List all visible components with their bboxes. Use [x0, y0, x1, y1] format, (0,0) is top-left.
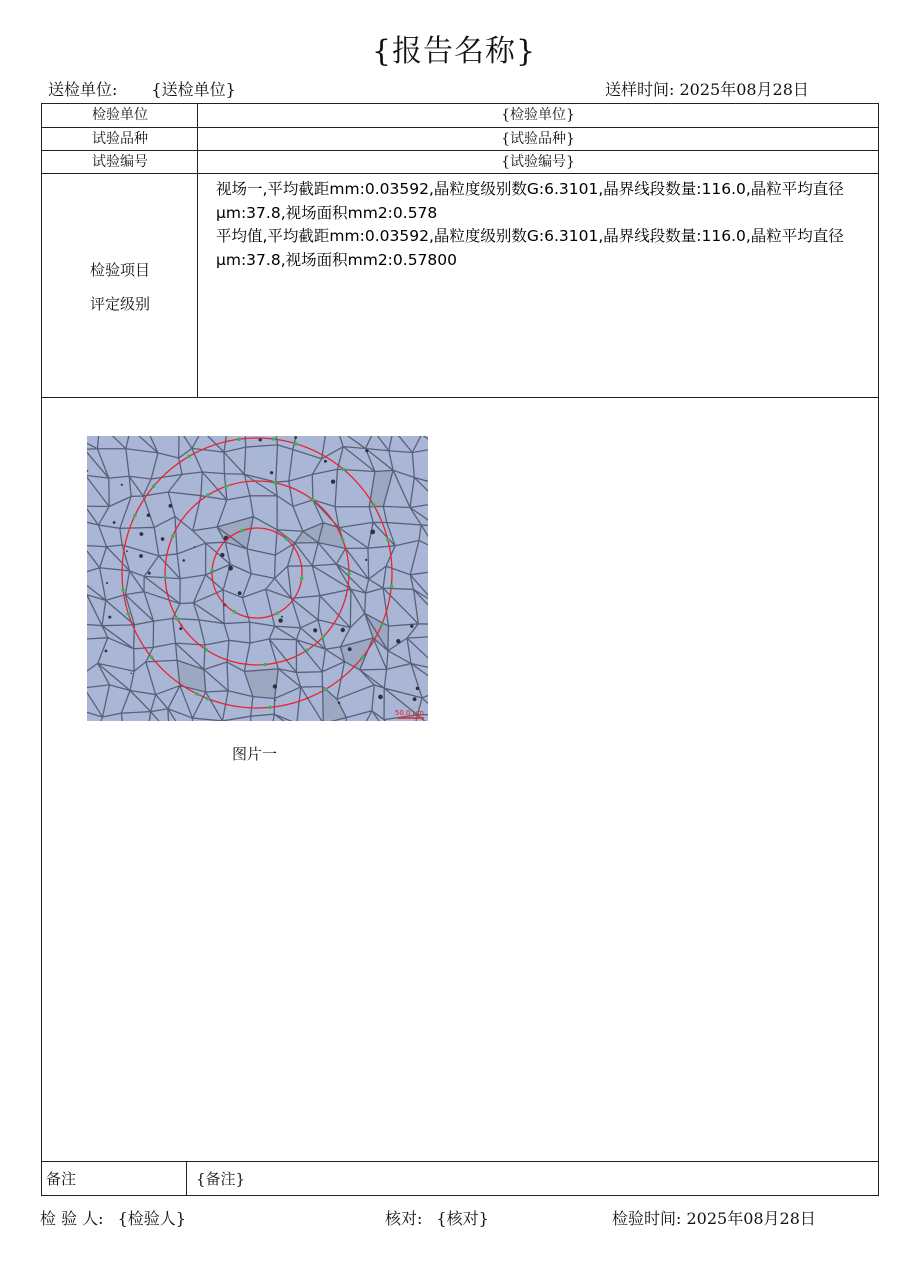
intercept-point	[306, 648, 310, 652]
inspect-time: 检验时间: 2025年08月28日	[612, 1209, 816, 1228]
intercept-point	[386, 538, 390, 542]
inclusion-dot	[105, 650, 108, 653]
inclusion-dot	[416, 687, 419, 690]
inclusion-dot	[87, 470, 88, 472]
sample-time: 送样时间: 2025年08月28日	[605, 80, 809, 99]
intercept-point	[263, 663, 267, 667]
intercept-point	[171, 534, 175, 538]
intercept-point	[163, 575, 167, 579]
inclusion-dot	[270, 471, 273, 474]
inspect-unit-value[interactable]: {检验单位}	[501, 107, 575, 123]
inclusion-dot	[182, 559, 185, 562]
evaluation-labels	[42, 253, 198, 321]
intercept-point	[341, 538, 345, 542]
report-title: {报告名称}	[371, 34, 537, 69]
intercept-point	[206, 493, 210, 497]
measurement-circle-3	[122, 438, 392, 708]
intercept-point	[380, 623, 384, 627]
inclusion-dot	[278, 618, 282, 622]
inclusion-dot	[294, 436, 297, 439]
intercept-point	[152, 484, 156, 488]
intercept-point	[233, 610, 237, 614]
inclusion-dot	[131, 673, 133, 675]
row-divider	[41, 397, 879, 398]
micrograph-image	[87, 436, 428, 721]
twin-grain	[323, 686, 347, 721]
inclusion-dot	[108, 616, 111, 619]
inclusion-dot	[220, 553, 224, 557]
intercept-point	[285, 537, 289, 541]
inclusion-dot	[324, 460, 327, 463]
inclusion-dot	[228, 566, 233, 571]
inclusion-dot	[365, 449, 368, 452]
checker-value[interactable]: {核对}	[436, 1209, 489, 1228]
intercept-point	[300, 577, 304, 581]
intercept-point	[133, 514, 137, 518]
figure-caption: 图片一	[232, 745, 278, 763]
intercept-point	[175, 617, 179, 621]
inclusion-dot	[194, 546, 196, 548]
result-line-field1: 视场一,平均截距mm:0.03592,晶粒度级别数G:6.3101,晶界线段数量:116.0,晶粒平均直径μm:37.8,视场面积mm2:0.578	[216, 180, 844, 222]
inclusion-dot	[410, 624, 413, 627]
intercept-point	[275, 611, 279, 615]
intercept-point	[224, 485, 228, 489]
intercept-point	[210, 568, 214, 572]
intercept-point	[272, 437, 276, 441]
intercept-point	[324, 688, 328, 692]
inclusion-dot	[273, 684, 277, 688]
inspector-value[interactable]: {检验人}	[117, 1209, 186, 1228]
scale-bar-label: 50.0 μm	[394, 709, 424, 717]
intercept-point	[150, 655, 154, 659]
inclusion-dot	[161, 537, 165, 541]
inspector-label: 检 验 人:	[40, 1209, 104, 1228]
evaluation-result	[216, 178, 866, 272]
inclusion-dot	[348, 647, 352, 651]
inclusion-dot	[169, 504, 173, 508]
intercept-point	[187, 455, 191, 459]
inspection-item-label: 检验项目	[89, 261, 150, 279]
intercept-point	[342, 468, 346, 472]
inclusion-dot	[281, 616, 283, 618]
intercept-point	[121, 588, 125, 592]
intercept-point	[195, 692, 199, 696]
remark-divider	[41, 1161, 879, 1162]
test-number-value[interactable]: {试验编号}	[501, 154, 575, 170]
twin-grain	[244, 669, 278, 699]
sender-value[interactable]: {送检单位}	[151, 80, 236, 99]
intercept-point	[294, 442, 298, 446]
inclusion-dot	[378, 695, 383, 700]
inclusion-dot	[341, 628, 345, 632]
remark-column-divider	[186, 1161, 187, 1196]
checker-label: 核对:	[385, 1209, 423, 1228]
intercept-point	[372, 503, 376, 507]
intercept-point	[390, 584, 394, 588]
checker-row	[385, 1206, 489, 1229]
remark-label: 备注	[46, 1170, 77, 1188]
remark-value[interactable]: {备注}	[196, 1170, 246, 1188]
intercept-point	[347, 572, 351, 576]
inclusion-dot	[113, 521, 116, 524]
inclusion-dot	[140, 532, 144, 536]
inclusion-dot	[121, 484, 123, 486]
inclusion-dot	[139, 554, 143, 558]
intercept-point	[322, 635, 326, 639]
test-number-label: 试验编号	[92, 154, 148, 170]
inclusion-dot	[370, 530, 375, 535]
sender-label: 送检单位:	[48, 80, 118, 99]
intercept-point	[361, 655, 365, 659]
inspector-row	[40, 1206, 186, 1229]
inclusion-dot	[274, 700, 276, 702]
intercept-point	[268, 706, 272, 710]
inclusion-dot	[106, 582, 108, 584]
intercept-point	[240, 529, 244, 533]
inclusion-dot	[179, 627, 182, 630]
grade-label: 评定级别	[89, 295, 150, 313]
row-divider	[41, 173, 879, 174]
inclusion-dot	[338, 702, 340, 704]
inclusion-dot	[413, 697, 417, 701]
inclusion-dot	[313, 628, 317, 632]
inclusion-dot	[331, 480, 335, 484]
test-variety-label: 试验品种	[92, 131, 148, 147]
sender-row	[48, 77, 236, 100]
result-line-average: 平均值,平均截距mm:0.03592,晶粒度级别数G:6.3101,晶界线段数量:116.0,晶粒平均直径μm:37.8,视场面积mm2:0.57800	[216, 227, 844, 269]
intercept-point	[237, 437, 241, 441]
inclusion-dot	[396, 639, 400, 643]
inclusion-dot	[126, 550, 128, 552]
inclusion-dot	[148, 572, 151, 575]
inclusion-dot	[238, 591, 242, 595]
intercept-point	[206, 697, 210, 701]
intercept-point	[205, 648, 209, 652]
intercept-point	[127, 612, 131, 616]
intercept-point	[311, 498, 315, 502]
inclusion-dot	[147, 514, 150, 517]
inspect-unit-label: 检验单位	[92, 107, 148, 123]
test-variety-value[interactable]: {试验品种}	[501, 131, 575, 147]
intercept-point	[273, 481, 277, 485]
inclusion-dot	[365, 559, 367, 561]
